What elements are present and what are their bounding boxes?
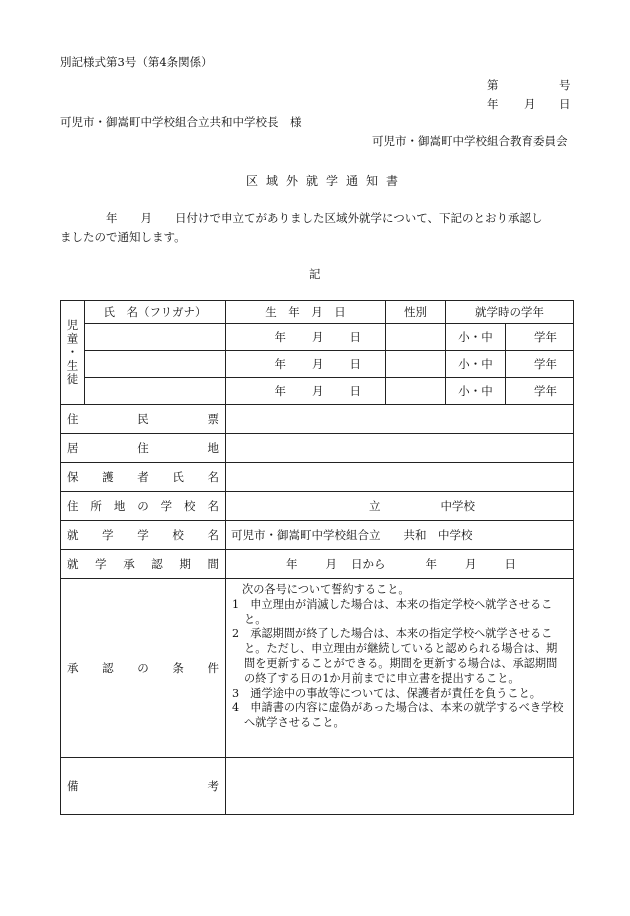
condition-item: 2 承認期間が終了した場合は、本来の指定学校へ就学させること。ただし、申立理由が継続していると認められる場合は、期間を更新することができる。期間を更新する場合は、承認期間の終了する日の1か月前までに申立書を提出すること。: [232, 627, 558, 685]
student-row: [61, 378, 574, 405]
student-gender-cell[interactable]: [386, 378, 446, 405]
local-school-row: [61, 492, 574, 521]
grade-cell[interactable]: 学年: [506, 324, 574, 351]
condition-item: 4 申請書の内容に虚偽があった場合は、本来の就学するべき学校へ就学させること。: [232, 701, 564, 730]
label-char: 民: [137, 412, 149, 426]
label-char: 備: [67, 779, 79, 793]
body-line-1: 年 月 日付けで申立てがありました区域外就学について、下記のとおり承認し: [60, 211, 543, 225]
ki-heading: 記: [309, 267, 321, 281]
label-char: 学: [95, 557, 107, 571]
student-row: [61, 351, 574, 378]
student-gender-cell[interactable]: [386, 324, 446, 351]
enroll-school-row: [61, 521, 574, 550]
document-number-suffix: 号: [559, 78, 571, 92]
col-grade-header: 就学時の学年: [446, 301, 574, 324]
label-char: 認: [102, 661, 114, 675]
label-char: 考: [207, 779, 219, 793]
students-label-cell: [61, 301, 85, 405]
period-label-cell: [61, 550, 226, 579]
guardian-label: [61, 470, 225, 484]
label-char: 件: [207, 661, 219, 675]
residence-label: [61, 441, 225, 455]
body-line-2: ましたので通知します。: [60, 230, 186, 244]
label-char: 校: [172, 528, 184, 542]
enroll-school-label-cell: [61, 521, 226, 550]
label-char: 地: [207, 441, 219, 455]
label-char: 住: [67, 412, 79, 426]
label-char: 承: [67, 661, 79, 675]
period-to-year: 年: [425, 557, 437, 571]
residence-value-cell[interactable]: [226, 434, 574, 463]
resident-label-cell: [61, 405, 226, 434]
col-gender-header: 性別: [386, 301, 446, 324]
document-title: 区域外就学通知書: [246, 174, 407, 188]
sender: 可児市・御嵩町中学校組合教育委員会: [372, 134, 568, 148]
local-school-label: [61, 499, 225, 513]
student-birth-cell[interactable]: [226, 351, 386, 378]
remarks-value-cell[interactable]: [226, 758, 574, 815]
addressee: 可児市・御嵩町中学校組合立共和中学校長 様: [60, 115, 302, 129]
label-char: 名: [207, 470, 219, 484]
label-char: 間: [207, 557, 219, 571]
period-to-day: 日: [504, 557, 516, 571]
student-header-row: [61, 301, 574, 324]
condition-item: 3 通学途中の事故等については、保護者が責任を負うこと。: [232, 686, 541, 700]
year-label: 年: [274, 357, 286, 371]
day-label: 日: [349, 330, 361, 344]
date-day: 日: [559, 97, 571, 111]
label-char: 就: [67, 557, 79, 571]
period-to-month: 月: [465, 557, 477, 571]
month-label: 月: [312, 357, 324, 371]
condition-item: 1 申立理由が消滅した場合は、本来の指定学校へ就学させること。: [232, 597, 553, 626]
month-label: 月: [312, 330, 324, 344]
label-char: 保: [67, 470, 79, 484]
label-char: 居: [67, 441, 79, 455]
form-label: 別記様式第3号（第4条関係）: [60, 55, 213, 69]
resident-value-cell[interactable]: [226, 405, 574, 434]
label-char: 学: [102, 528, 114, 542]
conditions-row: [61, 579, 574, 758]
month-label: 月: [312, 384, 324, 398]
notice-table: [60, 300, 574, 815]
label-char: 名: [207, 499, 219, 513]
student-birth-cell[interactable]: [226, 378, 386, 405]
guardian-label-cell: [61, 463, 226, 492]
period-label: [61, 557, 225, 571]
label-char: 住: [137, 441, 149, 455]
enroll-school-value[interactable]: 可児市・御嵩町中学校組合立 共和 中学校: [226, 521, 574, 550]
student-name-cell[interactable]: [85, 324, 226, 351]
residence-label-cell: [61, 434, 226, 463]
grade-cell[interactable]: 学年: [506, 351, 574, 378]
label-char: の: [137, 499, 149, 513]
enroll-school-label: [61, 528, 225, 542]
students-label: 児童・生徒: [65, 318, 80, 387]
resident-label: [61, 412, 225, 426]
label-char: 学: [137, 528, 149, 542]
guardian-row: [61, 463, 574, 492]
remarks-label: [61, 779, 225, 793]
period-from-kara: 日から: [351, 557, 386, 571]
local-school-ritsu: 立: [369, 499, 381, 513]
guardian-value-cell[interactable]: [226, 463, 574, 492]
day-label: 日: [349, 384, 361, 398]
label-char: 氏: [172, 470, 184, 484]
period-from-year: 年: [286, 557, 298, 571]
resident-row: [61, 405, 574, 434]
period-row: [61, 550, 574, 579]
label-char: の: [137, 661, 149, 675]
conditions-label: [61, 661, 225, 675]
label-char: 期: [179, 557, 191, 571]
label-char: 者: [137, 470, 149, 484]
label-char: 地: [113, 499, 126, 513]
year-label: 年: [274, 384, 286, 398]
date-year: 年: [487, 97, 499, 111]
label-char: 票: [207, 412, 219, 426]
conditions-label-cell: [61, 579, 226, 758]
student-birth-cell[interactable]: [226, 324, 386, 351]
label-char: 承: [123, 557, 135, 571]
label-char: 校: [184, 499, 196, 513]
residence-row: [61, 434, 574, 463]
period-value-cell[interactable]: [226, 550, 574, 579]
col-name-header: 氏 名（フリガナ）: [85, 301, 226, 324]
label-char: 住: [67, 499, 79, 513]
school-level-cell[interactable]: 小・中: [446, 324, 506, 351]
conditions-cell: [226, 579, 574, 758]
student-name-cell[interactable]: [85, 378, 226, 405]
label-char: 条: [172, 661, 184, 675]
student-gender-cell[interactable]: [386, 351, 446, 378]
conditions-intro: 次の各号について誓約すること。: [242, 583, 410, 596]
label-char: 名: [207, 528, 219, 542]
school-level-cell[interactable]: 小・中: [446, 351, 506, 378]
grade-cell[interactable]: 学年: [506, 378, 574, 405]
date-month: 月: [524, 97, 536, 111]
local-school-label-cell: [61, 492, 226, 521]
col-birth-header: 生 年 月 日: [226, 301, 386, 324]
school-level-cell[interactable]: 小・中: [446, 378, 506, 405]
remarks-label-cell: [61, 758, 226, 815]
remarks-row: [61, 758, 574, 815]
label-char: 認: [151, 557, 163, 571]
label-char: 学: [160, 499, 173, 513]
document-number-prefix: 第: [487, 78, 499, 92]
year-label: 年: [274, 330, 286, 344]
label-char: 就: [67, 528, 79, 542]
period-from-month: 月: [325, 557, 337, 571]
student-row: [61, 324, 574, 351]
label-char: 所: [90, 499, 102, 513]
label-char: 護: [102, 470, 114, 484]
day-label: 日: [349, 357, 361, 371]
student-name-cell[interactable]: [85, 351, 226, 378]
local-school-type: 中学校: [440, 499, 475, 513]
local-school-value-cell[interactable]: [226, 492, 574, 521]
